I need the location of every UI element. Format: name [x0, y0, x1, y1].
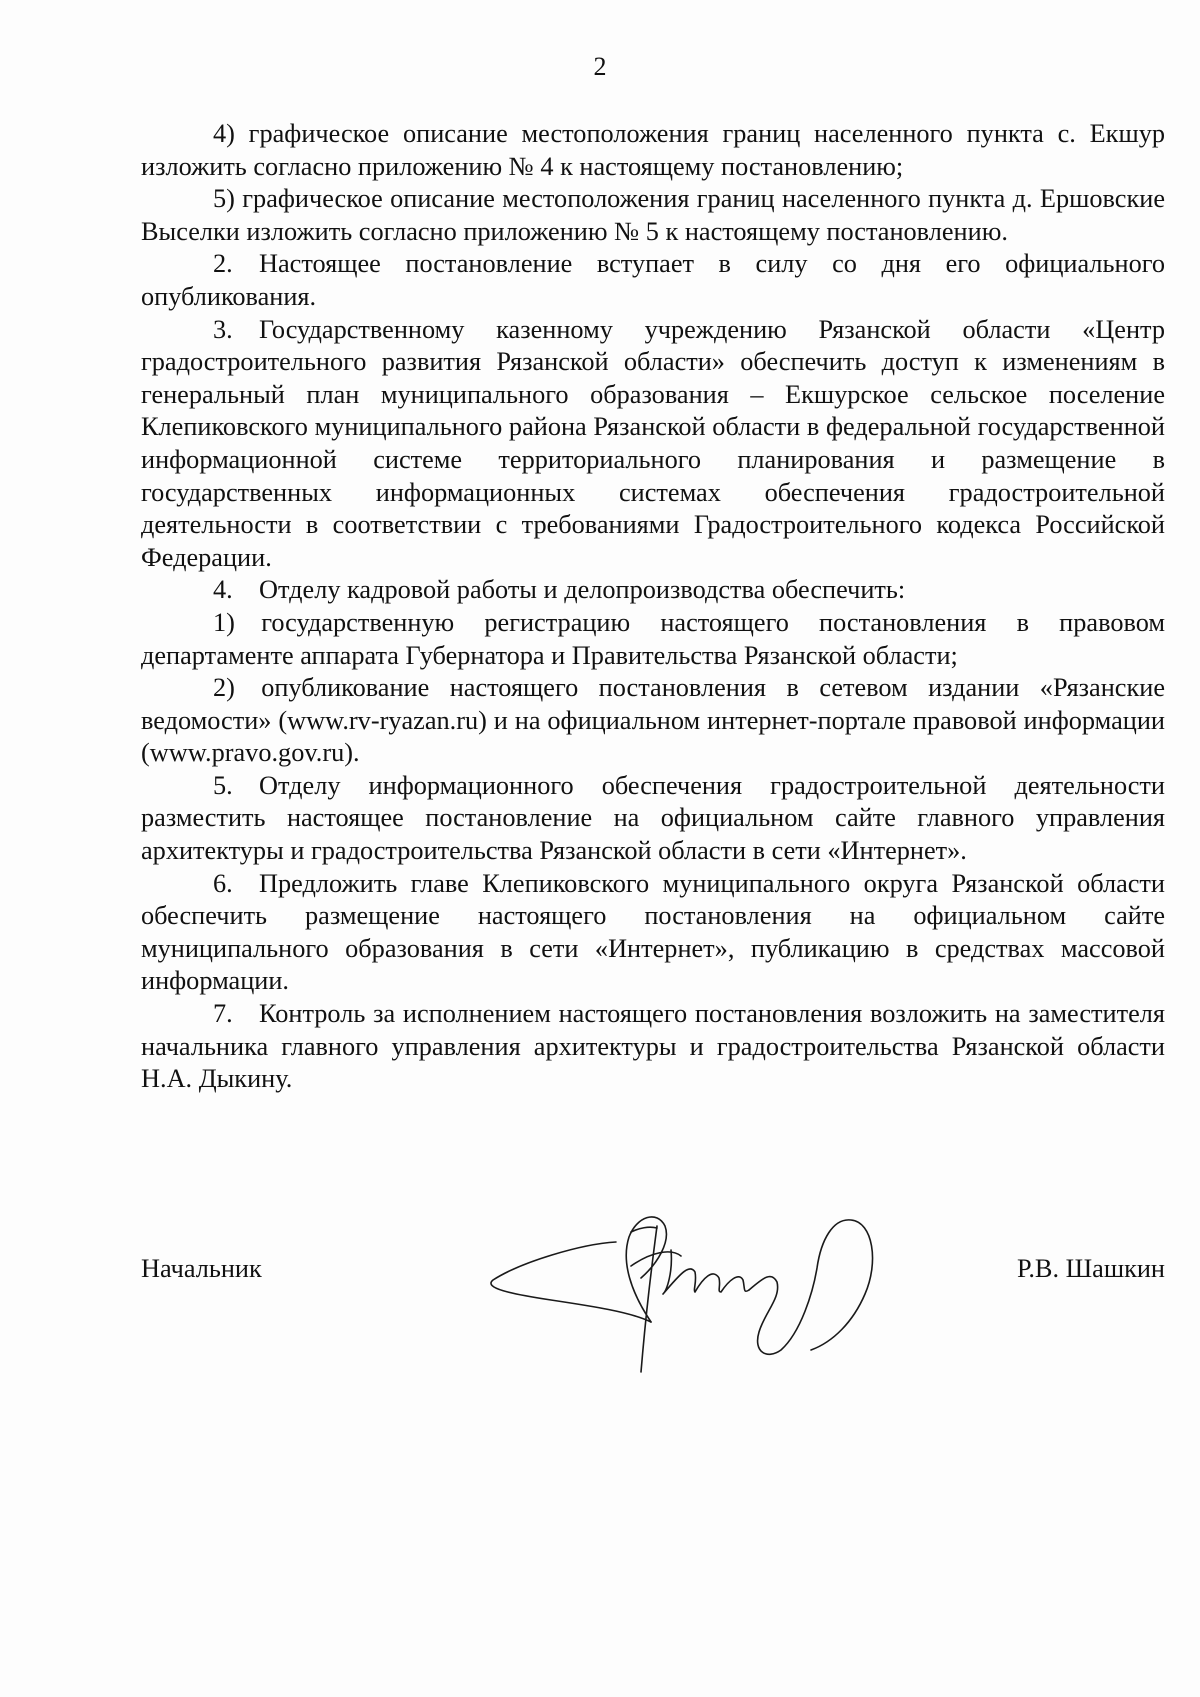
paragraph-clause-6: 6. Предложить главе Клепиковского муниципального округа Рязанской области обеспечить размещение настоящего постановления на официальном сайте муниципального образования в сети «Интернет», публикацию в средствах массовой информации. [141, 868, 1172, 996]
document-body [141, 118, 1172, 1096]
paragraph-item-4: 4) графическое описание местоположения границ населенного пункта с. Екшур изложить согласно приложению № 4 к настоящему постановлению; [141, 119, 1172, 181]
paragraph-clause-4: 4. Отделу кадровой работы и делопроизводства обеспечить: [213, 575, 906, 605]
signer-name: Р.В. Шашкин [1017, 1254, 1165, 1283]
handwritten-signature-icon [481, 1182, 911, 1382]
paragraph-item-5: 5) графическое описание местоположения границ населенного пункта д. Ершовские Выселки изложить согласно приложению № 5 к настоящему постановлению. [141, 184, 1172, 246]
paragraph-clause-7: 7. Контроль за исполнением настоящего постановления возложить на заместителя начальника главного управления архитектуры и градостроительства Рязанской области Н.А. Дыкину. [141, 999, 1172, 1094]
paragraph-subitem-2: 2) опубликование настоящего постановления в сетевом издании «Рязанские ведомости» (www.rv-ryazan.ru) и на официальном интернет-портале правовой информации (www.pravo.gov.ru). [141, 673, 1172, 768]
paragraph-clause-3: 3. Государственному казенному учреждению Рязанской области «Центр градостроительного развития Рязанской области» обеспечить доступ к изменениям в генеральный план муниципального образования – Екшурское сельское поселение Клепиковского муниципального района Рязанской области в федеральной государственной информационной системе территориального планирования и размещение в государственных информационных системах обеспечения градостроительной деятельности в соответствии с требованиями Градостроительного кодекса Российской Федерации. [141, 314, 1172, 572]
paragraph-subitem-1: 1) государственную регистрацию настоящего постановления в правовом департаменте аппарата Губернатора и Правительства Рязанской области; [141, 607, 1172, 670]
signer-title: Начальник [141, 1254, 262, 1283]
signature-block [141, 1240, 1165, 1400]
paragraph-clause-2: 2. Настоящее постановление вступает в силу со дня его официального опубликования. [141, 249, 1172, 311]
page-number: 2 [593, 52, 607, 81]
paragraph-clause-5: 5. Отделу информационного обеспечения градостроительной деятельности разместить настоящее постановление на официальном сайте главного управления архитектуры и градостроительства Рязанской области в сети «Интернет». [141, 770, 1172, 866]
